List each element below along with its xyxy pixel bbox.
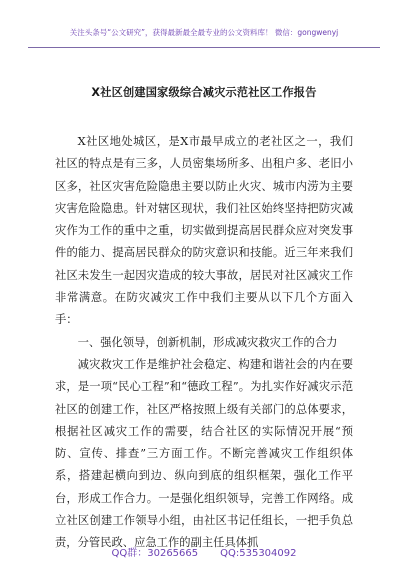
- header-divider: [28, 47, 380, 48]
- promo-banner: 关注头条号“公文研究”，获得最新最全最专业的公文资料库！ 微信：gongwenyj: [69, 28, 339, 37]
- section-paragraph: 减灾救灾工作是维护社会稳定、构建和谐社会的内在要求，是一项“民心工程”和“德政工程”。为扎实作好减灾示范社区的创建工作，社区严格按照上级有关部门的总体要求，根据社区减灾工作的需要，结合社区的实际情况开展“预防、宣传、排查”三方面工作。不断完善减灾工作组织体系，搭建起横向到边、纵向到底的组织框架，强化工作平台，形成工作合力。一是强化组织领导，完善工作网络。成立社区创建工作领导小组，由社区书记任组长，一把手负总责，分管民政、应急工作的副主任具体抓: [55, 357, 353, 550]
- contact-footer: [0, 544, 408, 559]
- qq-contact: QQ:535304092: [220, 548, 297, 559]
- qq-group: QQ群：30265665: [111, 548, 199, 559]
- document-body: [55, 131, 353, 555]
- intro-paragraph: X社区地处城区，是X市最早成立的老社区之一，我们社区的特点是有三多，人员密集场所多、出租户多、老旧小区多，社区灾害危险隐患主要以防止火灾、城市内涝为主要灾害危险隐患。针对辖区现状，我们社区始终坚持把防灾减灾作为工作的重中之重，切实做到提高居民群众应对突发事件的能力、提高居民群众的防灾意识和技能。近三年来我们社区未发生一起因灾造成的较大事故，居民对社区减灾工作非常满意。在防灾减灾工作中我们主要从以下几个方面入手：: [55, 135, 353, 327]
- section-heading: 一、强化领导，创新机制，形成减灾救灾工作的合力: [77, 335, 338, 349]
- document-title: X社区创建国家级综合减灾示范社区工作报告: [91, 86, 317, 99]
